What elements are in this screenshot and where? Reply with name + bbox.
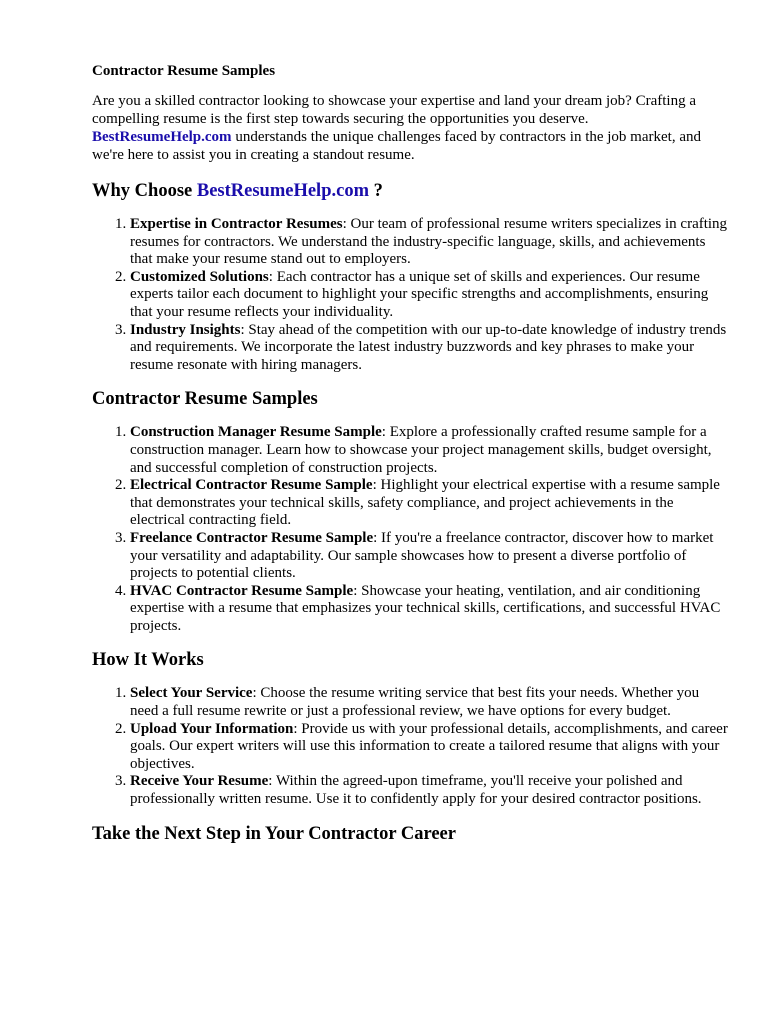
list-item: [130, 721, 728, 774]
list-item: [130, 530, 728, 583]
bestresumehelp-link[interactable]: BestResumeHelp.com: [92, 129, 232, 145]
list-item-text: : Within the agreed-upon timeframe, you'll receive your polished and professionally written resume. Use it to confidently apply for your desired contractor positions.: [130, 773, 702, 808]
list-item-text: : Showcase your heating, ventilation, and air conditioning expertise with a resume that emphasizes your technical skills, certifications, and successful HVAC projects.: [130, 582, 721, 634]
samples-list: [92, 424, 728, 635]
why-heading-link[interactable]: BestResumeHelp.com: [196, 181, 369, 201]
list-item: [130, 773, 728, 808]
list-item-term: Customized Solutions: [130, 268, 269, 285]
list-item-text: : Our team of professional resume writers specializes in crafting resumes for contractors. We understand the industry-specific language, skills, and achievements that make your resume stand out to employers.: [130, 216, 728, 268]
list-item-term: Upload Your Information: [130, 720, 294, 737]
list-item-text: : Stay ahead of the competition with our up-to-date knowledge of industry trends and requirements. We incorporate the latest industry buzzwords and key phrases to make your resume resonate with hiring managers.: [130, 321, 727, 373]
why-heading-suffix: ?: [368, 181, 383, 201]
next-step-heading: Take the Next Step in Your Contractor Career: [92, 823, 456, 844]
list-item: [130, 322, 728, 375]
why-heading-prefix: Why Choose: [92, 181, 197, 201]
why-choose-list: [92, 216, 728, 374]
list-item-term: Industry Insights: [130, 321, 241, 338]
how-it-works-heading: How It Works: [92, 650, 204, 671]
intro-text-1: Are you a skilled contractor looking to showcase your expertise and land your dream job? Crafting a compelling resume is the first step towards securing the opportunities you deserve.: [92, 93, 696, 127]
list-item-text: : Provide us with your professional details, accomplishments, and career goals. Our expert writers will use this information to create a tailored resume that aligns with your objectives.: [130, 720, 728, 772]
intro-text-2: understands the unique challenges faced by contractors in the job market, and we're here to assist you in creating a standout resume.: [92, 129, 701, 163]
list-item-term: HVAC Contractor Resume Sample: [130, 582, 354, 599]
list-item: [130, 424, 728, 477]
list-item-text: : Each contractor has a unique set of skills and experiences. Our resume experts tailor each document to highlight your specific strengths and accomplishments, ensuring that your resume reflects your individuality.: [130, 268, 709, 320]
list-item-text: : Highlight your electrical expertise with a resume sample that demonstrates your technical skills, safety compliance, and project achievements in the electrical contracting field.: [130, 477, 720, 529]
list-item-term: Select Your Service: [130, 685, 253, 702]
document-title: Contractor Resume Samples: [92, 63, 276, 79]
how-it-works-list: [92, 685, 728, 808]
list-item: [130, 216, 728, 269]
list-item-text: : Explore a professionally crafted resume sample for a construction manager. Learn how to showcase your project management skills, budget oversight, and successful completion of construction projects.: [130, 424, 712, 476]
list-item-term: Electrical Contractor Resume Sample: [130, 477, 373, 494]
list-item: [130, 583, 728, 636]
list-item-term: Construction Manager Resume Sample: [130, 424, 382, 441]
list-item-text: : If you're a freelance contractor, discover how to market your versatility and adaptability. Our sample showcases how to present a diverse portfolio of projects to potential clients.: [130, 529, 714, 582]
list-item: [130, 685, 728, 720]
list-item-term: Expertise in Contractor Resumes: [130, 216, 343, 232]
list-item-term: Freelance Contractor Resume Sample: [130, 529, 374, 546]
list-item: [130, 269, 728, 322]
samples-heading: Contractor Resume Samples: [92, 389, 318, 410]
document-page: [92, 62, 728, 859]
list-item-term: Receive Your Resume: [130, 773, 269, 790]
why-choose-heading: [92, 180, 728, 202]
intro-paragraph: [92, 92, 728, 164]
list-item-text: : Choose the resume writing service that best fits your needs. Whether you need a full resume rewrite or just a professional review, we have options for every budget.: [130, 685, 700, 720]
list-item: [130, 477, 728, 530]
